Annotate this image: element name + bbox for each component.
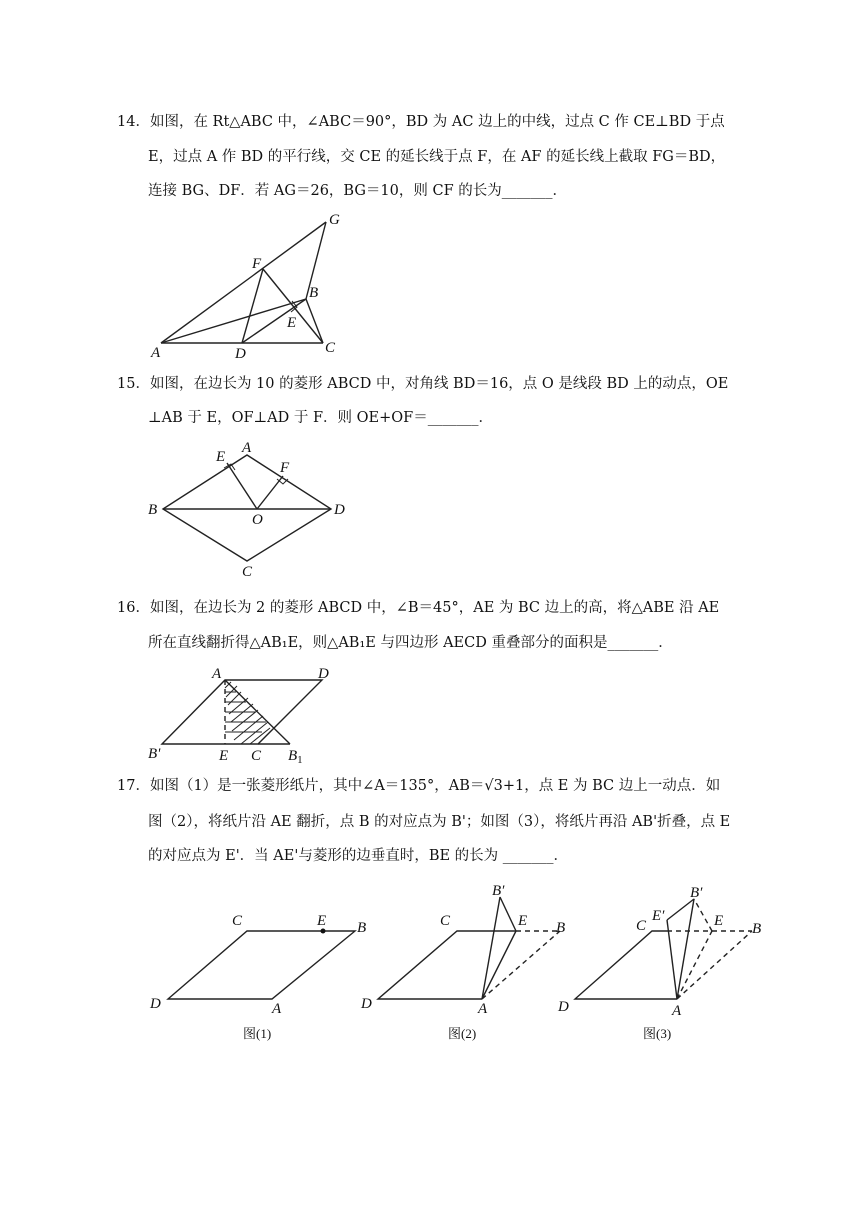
problem-16-line-2: 所在直线翻折得△AB₁E，则△AB₁E 与四边形 AECD 重叠部分的面积是_______． bbox=[148, 635, 673, 651]
problem-14-line-3: 连接 BG、DF．若 AG＝26，BG＝10，则 CF 的长为_______． bbox=[148, 183, 567, 199]
label-C: C bbox=[636, 918, 647, 934]
segment-ABp bbox=[677, 899, 694, 999]
folded-rhombus-fig3 bbox=[575, 931, 677, 999]
label-A: A bbox=[212, 666, 222, 682]
problem-17-line-2: 图（2），将纸片沿 AE 翻折，点 B 的对应点为 B'；如图（3），将纸片再沿 AB'折叠，点 E bbox=[148, 814, 731, 830]
segment-OE bbox=[227, 463, 257, 509]
label-C: C bbox=[251, 748, 262, 764]
segment-BC bbox=[306, 299, 323, 343]
label-D: D bbox=[318, 666, 329, 682]
label-C: C bbox=[325, 340, 336, 356]
segment-DF bbox=[242, 269, 263, 343]
label-D: D bbox=[150, 996, 161, 1012]
label-B: B bbox=[556, 920, 566, 936]
label-D: D bbox=[334, 502, 345, 518]
label-E: E bbox=[216, 449, 226, 465]
label-A: A bbox=[242, 440, 252, 456]
label-C: C bbox=[440, 913, 451, 929]
label-B: B bbox=[752, 921, 762, 937]
overlap-hatching bbox=[225, 682, 270, 744]
label-F: F bbox=[252, 256, 262, 272]
caption-fig1: 图(1) bbox=[243, 1026, 272, 1041]
label-F: F bbox=[280, 460, 290, 476]
problem-14-line-1: 14．如图，在 Rt△ABC 中，∠ABC＝90°，BD 为 AC 边上的中线，过点 C 作 CE⊥BD 于点 bbox=[117, 114, 725, 130]
problem-14-figure bbox=[0, 200, 860, 365]
segment-EpBp bbox=[667, 899, 694, 920]
problem-17-line-3: 的对应点为 E'．当 AE'与菱形的边垂直时，BE 的长为 _______． bbox=[148, 848, 569, 864]
label-O: O bbox=[252, 512, 263, 528]
label-C: C bbox=[242, 564, 253, 580]
problem-15-line-2: ⊥AB 于 E，OF⊥AD 于 F．则 OE+OF＝_______． bbox=[148, 410, 493, 426]
label-C: C bbox=[232, 913, 243, 929]
caption-fig3: 图(3) bbox=[643, 1026, 672, 1041]
label-G: G bbox=[329, 212, 340, 228]
label-B: B' bbox=[148, 746, 161, 762]
label-Bp: B′ bbox=[690, 885, 703, 901]
label-E: E bbox=[518, 913, 528, 929]
segment-AEp bbox=[667, 920, 677, 999]
label-A: A bbox=[672, 1003, 682, 1019]
problem-17-line-1: 17．如图（1）是一张菱形纸片，其中∠A＝135°，AB＝√3+1，点 E 为 BC 边上一动点．如 bbox=[117, 778, 721, 794]
problem-15-figure bbox=[0, 435, 860, 580]
problem-16-figure bbox=[0, 660, 860, 770]
problem-17-figure-3 bbox=[0, 875, 860, 1050]
segment-AB bbox=[161, 299, 306, 343]
label-E: E bbox=[714, 913, 724, 929]
dashed-AB bbox=[677, 931, 752, 999]
label-B: B bbox=[357, 920, 367, 936]
segment-AG bbox=[161, 222, 326, 343]
label-Bp: B′ bbox=[492, 883, 505, 899]
label-Ep: E′ bbox=[652, 908, 665, 924]
label-E: E bbox=[219, 748, 229, 764]
label-A: A bbox=[272, 1001, 282, 1017]
problem-15-line-1: 15．如图，在边长为 10 的菱形 ABCD 中，对角线 BD＝16，点 O 是线段 BD 上的动点，OE bbox=[117, 376, 729, 392]
segment-FC bbox=[263, 269, 323, 343]
problem-16-line-1: 16．如图，在边长为 2 的菱形 ABCD 中，∠B＝45°，AE 为 BC 边上的高，将△ABE 沿 AE bbox=[117, 600, 720, 616]
label-B: B bbox=[148, 502, 158, 518]
caption-fig2: 图(2) bbox=[448, 1026, 477, 1041]
rhombus-ABCD bbox=[163, 455, 331, 561]
label-A: A bbox=[151, 345, 161, 361]
label-B1: $B_1$ bbox=[288, 748, 303, 766]
problem-14-line-2: E，过点 A 作 BD 的平行线，交 CE 的延长线于点 F，在 AF 的延长线上截取 FG＝BD， bbox=[148, 149, 726, 165]
label-A: A bbox=[478, 1001, 488, 1017]
dashed-EBp bbox=[694, 899, 712, 931]
label-B: B bbox=[309, 285, 319, 301]
label-E: E bbox=[317, 913, 327, 929]
label-D: D bbox=[558, 999, 569, 1015]
label-D: D bbox=[361, 996, 372, 1012]
label-D: D bbox=[235, 346, 246, 362]
label-E: E bbox=[287, 315, 297, 331]
label-B1-subscript: 1 bbox=[297, 754, 303, 766]
